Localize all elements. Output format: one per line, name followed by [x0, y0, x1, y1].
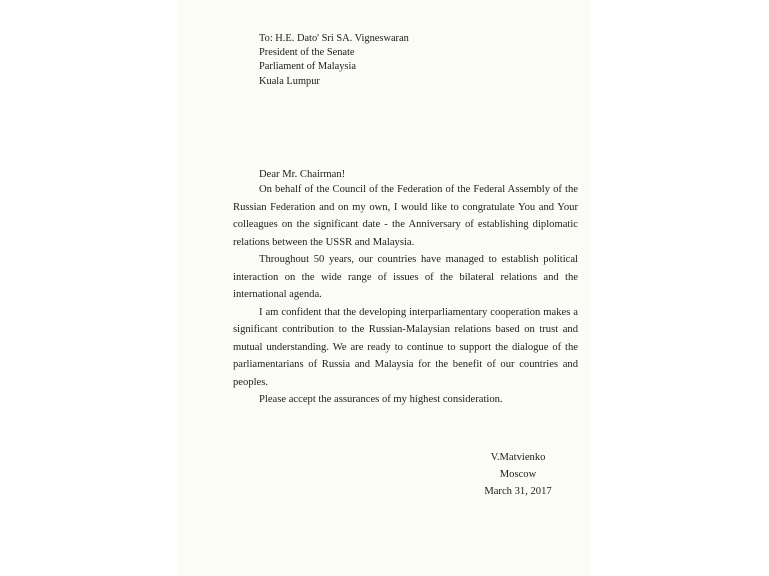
signature-date: March 31, 2017 — [484, 486, 552, 497]
recipient-address — [259, 32, 409, 89]
letter-body — [233, 181, 578, 409]
signature-city: Moscow — [499, 469, 537, 480]
body-paragraph-cooperation: I am confident that the developing interparliamentary cooperation makes a significant contribution to the Russian-Malaysian relations based on trust and mutual understanding. We are ready to continue to support the dialogue of the parliamentarians of Russia and Malaysia for the benefit of our countries and peoples. — [233, 306, 578, 388]
salutation: Dear Mr. Chairman! — [259, 169, 346, 180]
signature-block — [473, 449, 563, 500]
letter-page — [178, 0, 590, 576]
body-paragraph-congratulation: On behalf of the Council of the Federation of the Federal Assembly of the Russian Federation and on my own, I would like to congratulate You and Your colleagues on the significant date - the Anniversary of establishing diplomatic relations between the USSR and Malaysia. — [233, 184, 578, 248]
address-line-title: President of the Senate — [259, 47, 355, 59]
address-line-organization: Parliament of Malaysia — [259, 61, 356, 73]
address-line-recipient: To: H.E. Dato' Sri SA. Vigneswaran — [259, 33, 409, 44]
body-paragraph-history: Throughout 50 years, our countries have managed to establish political interaction on the wide range of issues of the bilateral relations and the international agenda. — [233, 254, 578, 300]
signatory-name: V.Matvienko — [490, 452, 546, 463]
closing-line: Please accept the assurances of my highest consideration. — [259, 394, 503, 405]
address-line-city: Kuala Lumpur — [259, 75, 320, 87]
